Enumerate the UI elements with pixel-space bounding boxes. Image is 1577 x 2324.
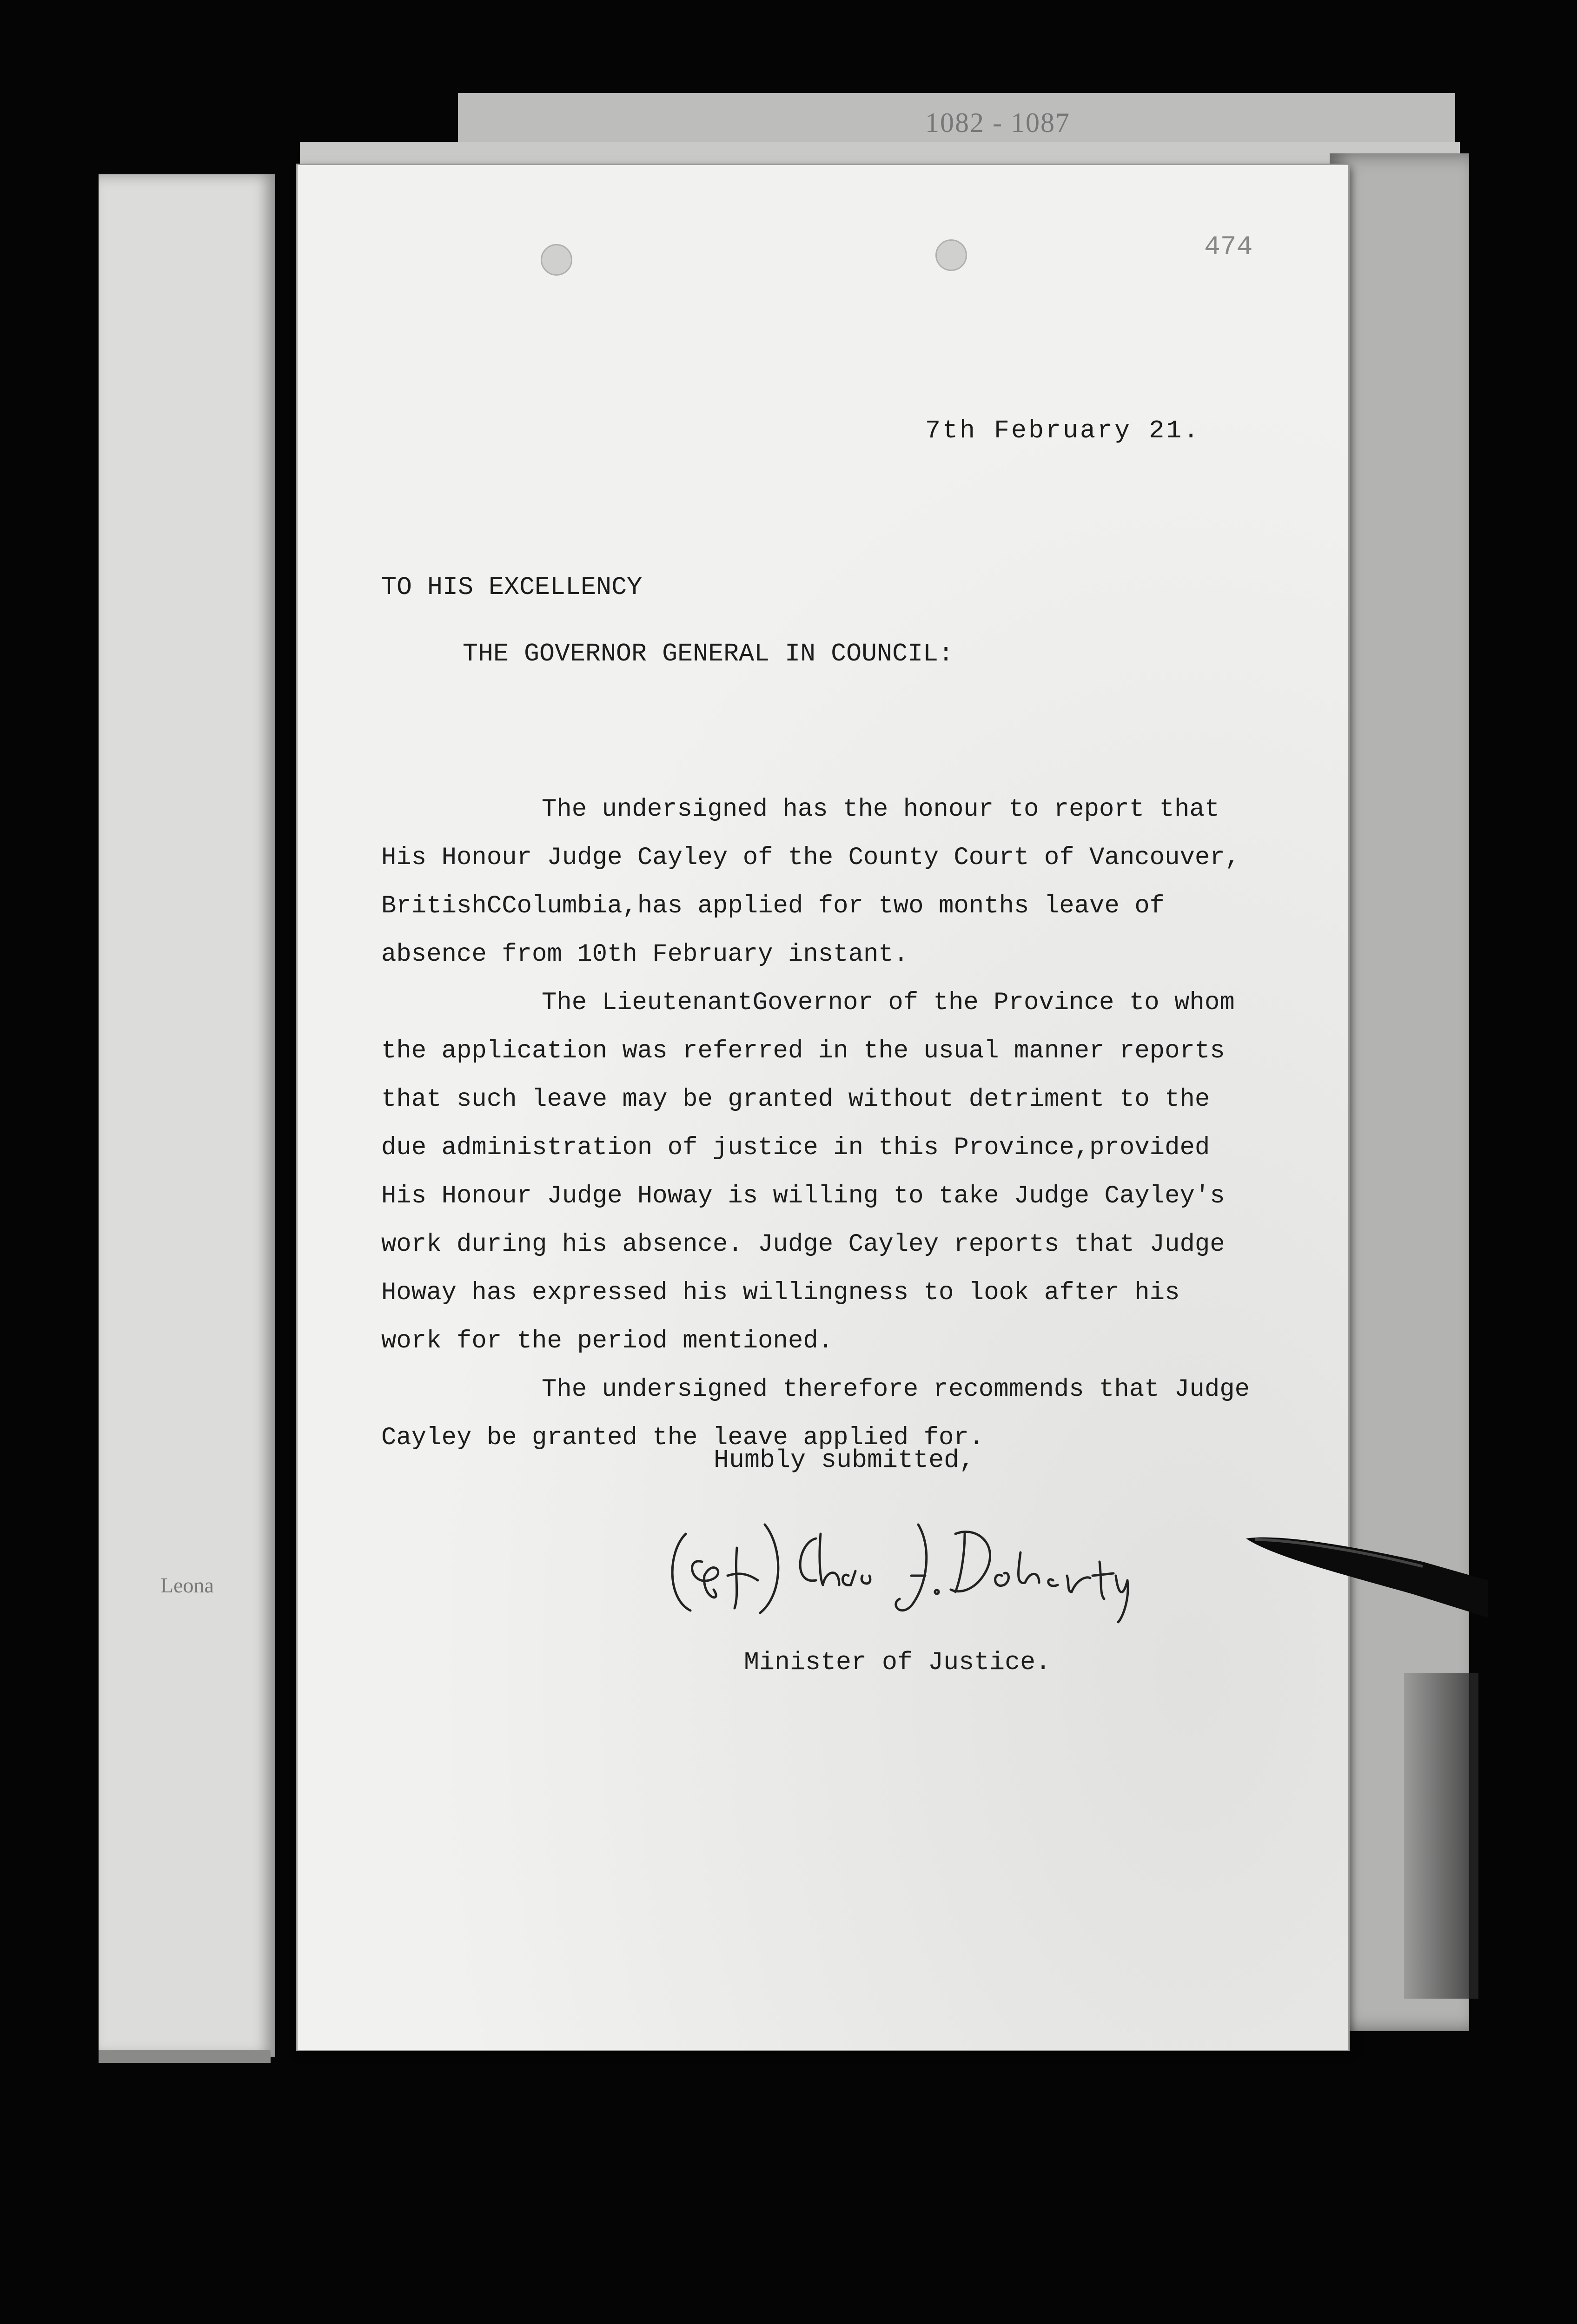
body-line: Howay has expressed his willingness to look after his bbox=[381, 1279, 1180, 1307]
body-line: The undersigned has the honour to report that bbox=[542, 795, 1220, 824]
left-sheet-margin-text: Leona bbox=[160, 1573, 214, 1597]
right-sheet-shadow bbox=[1404, 1673, 1478, 1999]
punch-hole-icon bbox=[541, 244, 572, 276]
body-line: The undersigned therefore recommends that Judge bbox=[542, 1375, 1250, 1404]
signer-title: Minister of Justice. bbox=[744, 1648, 1051, 1677]
body-line: Cayley be granted the leave applied for. bbox=[381, 1424, 984, 1452]
body-line: His Honour Judge Cayley of the County Court of Vancouver, bbox=[381, 844, 1240, 872]
punch-hole-icon bbox=[935, 239, 967, 271]
letter-date: 7th February 21. bbox=[925, 416, 1201, 445]
pen-icon bbox=[1246, 1529, 1488, 1622]
file-number: 1082 - 1087 bbox=[925, 107, 1070, 138]
body-line: His Honour Judge Howay is willing to take Judge Cayley's bbox=[381, 1182, 1225, 1210]
body-line: work for the period mentioned. bbox=[381, 1327, 834, 1355]
body-line: The LieutenantGovernor of the Province to whom bbox=[542, 989, 1235, 1017]
left-background-sheet bbox=[99, 174, 275, 2057]
letter-body bbox=[381, 786, 1311, 1462]
body-line: BritishCColumbia,has applied for two months leave of bbox=[381, 892, 1165, 920]
body-line: due administration of justice in this Province,provided bbox=[381, 1134, 1210, 1162]
address-line-2: THE GOVERNOR GENERAL IN COUNCIL: bbox=[463, 639, 954, 668]
body-line: that such leave may be granted without detriment to the bbox=[381, 1085, 1210, 1114]
page-number: 474 bbox=[1204, 232, 1253, 263]
body-line: the application was referred in the usual manner reports bbox=[381, 1037, 1225, 1065]
closing: Humbly submitted, bbox=[714, 1446, 975, 1475]
body-line: work during his absence. Judge Cayley reports that Judge bbox=[381, 1230, 1225, 1259]
address-line-1: TO HIS EXCELLENCY bbox=[381, 573, 643, 602]
left-sheet-edge bbox=[99, 2050, 271, 2063]
body-line: absence from 10th February instant. bbox=[381, 940, 909, 969]
handwritten-signature bbox=[658, 1506, 1137, 1627]
